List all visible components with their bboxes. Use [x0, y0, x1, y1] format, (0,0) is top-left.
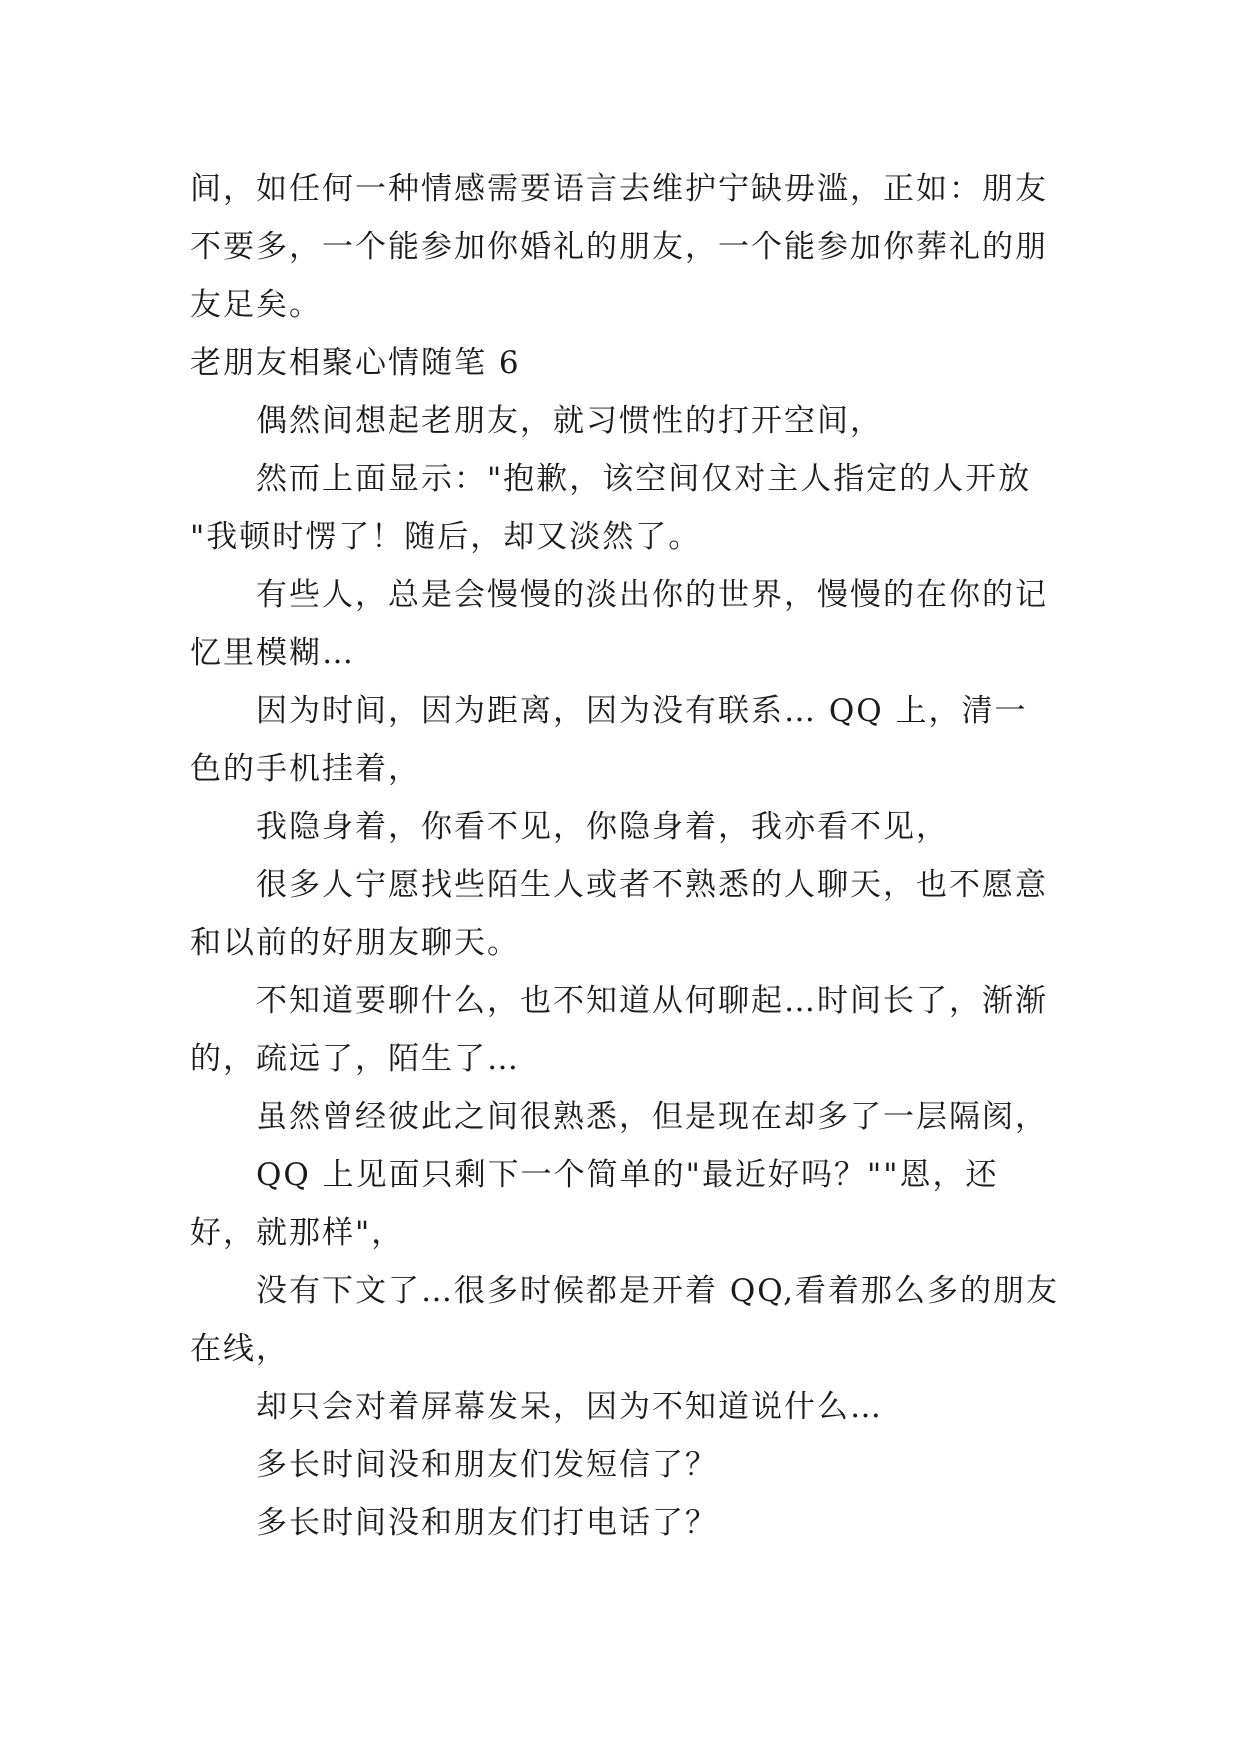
paragraph: QQ 上见面只剩下一个简单的"最近好吗？""恩，还好，就那样"， [190, 1157, 999, 1251]
paragraph: 很多人宁愿找些陌生人或者不熟悉的人聊天，也不愿意和以前的好朋友聊天。 [190, 867, 1048, 961]
paragraph: 不知道要聊什么，也不知道从何聊起…时间长了，渐渐的，疏远了，陌生了… [190, 983, 1048, 1077]
paragraph: 然而上面显示："抱歉，该空间仅对主人指定的人开放 "我顿时愣了！随后，却又淡然了。 [190, 461, 1044, 555]
paragraph: 虽然曾经彼此之间很熟悉，但是现在却多了一层隔阂， [256, 1099, 1048, 1135]
section-heading: 老朋友相聚心情随笔 6 [190, 345, 521, 381]
paragraph: 有些人，总是会慢慢的淡出你的世界，慢慢的在你的记忆里模糊… [190, 577, 1048, 671]
paragraph-continuation: 间，如任何一种情感需要语言去维护宁缺毋滥，正如：朋友不要多，一个能参加你婚礼的朋友，一个能参加你葬礼的朋友足矣。 [190, 171, 1048, 323]
paragraph: 却只会对着屏幕发呆，因为不知道说什么… [256, 1389, 883, 1425]
paragraph: 因为时间，因为距离，因为没有联系… QQ 上，清一色的手机挂着， [190, 693, 1028, 787]
document-body [190, 160, 1060, 1552]
paragraph: 多长时间没和朋友们发短信了？ [256, 1447, 718, 1483]
paragraph: 偶然间想起老朋友，就习惯性的打开空间， [256, 403, 883, 439]
paragraph: 多长时间没和朋友们打电话了？ [256, 1505, 718, 1541]
paragraph: 我隐身着，你看不见，你隐身着，我亦看不见， [256, 809, 949, 845]
paragraph: 没有下文了…很多时候都是开着 QQ,看着那么多的朋友在线， [190, 1273, 1059, 1367]
